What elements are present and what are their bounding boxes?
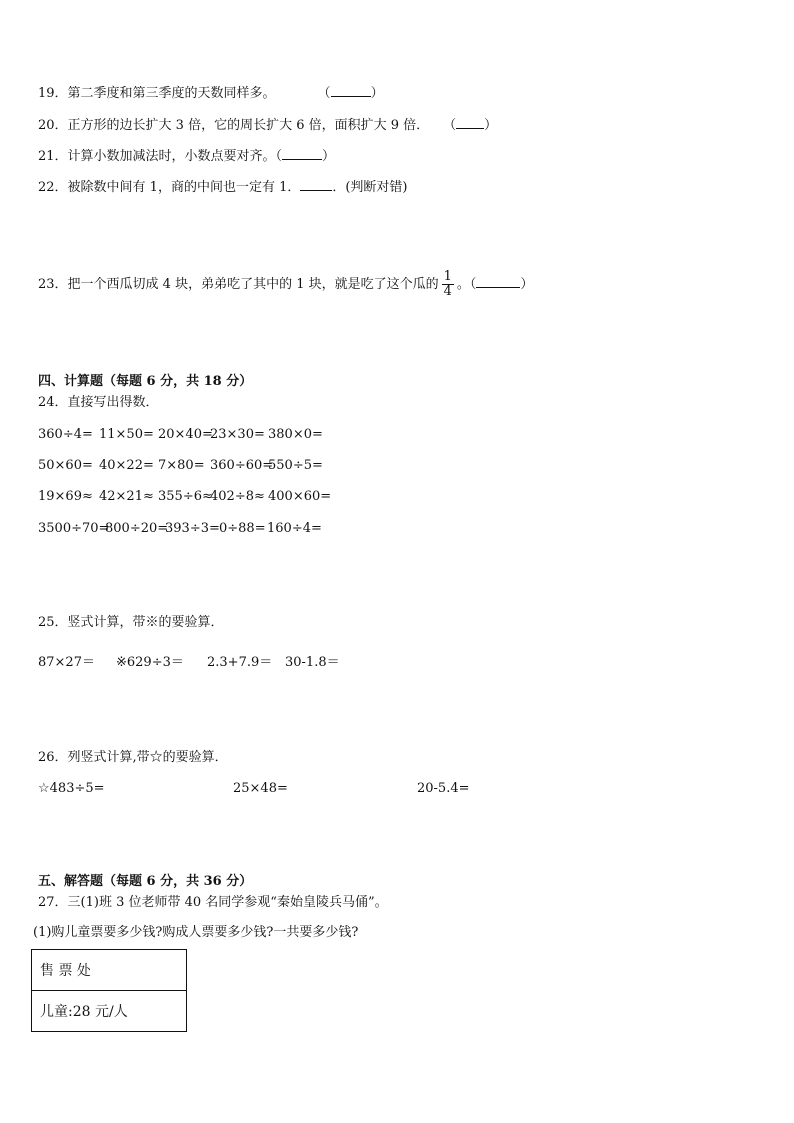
q24-item: 23×30= (210, 427, 265, 442)
q20-answer-blank[interactable] (456, 116, 484, 129)
q24-item: 0÷88= (219, 521, 266, 536)
q24-item: 360÷60= (210, 458, 274, 473)
q23-fraction (442, 270, 454, 299)
q26-item: 20-5.4= (417, 781, 470, 796)
q22-after: ．(判断对错) (332, 180, 408, 195)
q24-row-4 (38, 521, 322, 536)
q24-row-3 (38, 489, 331, 504)
question-23 (38, 270, 533, 300)
q23-answer-blank[interactable] (476, 275, 520, 288)
question-22 (38, 178, 408, 196)
q24-title: 24．直接写出得数． (38, 395, 159, 410)
q24-item: 550÷5= (268, 458, 323, 473)
q23-close: ） (520, 277, 534, 292)
q23-text: 23．把一个西瓜切成 4 块，弟弟吃了其中的 1 块，就是吃了这个瓜的 (38, 277, 439, 292)
q19-close: ） (370, 86, 384, 101)
q19-open: （ (317, 86, 331, 101)
q24-item: 50×60= (38, 458, 93, 473)
question-20 (38, 116, 497, 134)
q19-text: 19．第二季度和第三季度的天数同样多。 (38, 86, 276, 101)
q24-item: 42×21≈ (99, 489, 154, 504)
q24-item: 360÷4= (38, 427, 93, 442)
q21-text: 21．计算小数加减法时，小数点要对齐。（ (38, 149, 283, 164)
q26-item: 25×48= (233, 781, 288, 796)
q24-item: 380×0= (268, 427, 323, 442)
q24-item: 160÷4= (267, 521, 322, 536)
q25-title: 25．竖式计算，带※的要验算． (38, 615, 224, 630)
ticket-price-table (31, 949, 187, 1032)
q19-answer-blank[interactable] (331, 84, 371, 97)
ticket-child-price: 儿童:28 元/人 (32, 991, 187, 1032)
question-21 (38, 147, 335, 165)
q24-item: 20×40= (158, 427, 213, 442)
q24-item: 355÷6≈ (158, 489, 213, 504)
q27-title: 27．三(1)班 3 位老师带 40 名同学参观“秦始皇陵兵马俑”。 (38, 895, 388, 910)
q26-item: ☆483÷5= (38, 781, 105, 796)
q24-item: 402÷8≈ (210, 489, 265, 504)
q23-after: 。（ (456, 277, 477, 292)
q24-item: 7×80= (158, 458, 205, 473)
q20-open: （ (443, 118, 457, 133)
q24-item: 3500÷70= (38, 521, 110, 536)
q25-item: 87×27＝ (38, 655, 95, 670)
q20-text: 20．正方形的边长扩大 3 倍，它的周长扩大 6 倍，面积扩大 9 倍． (38, 118, 430, 133)
q21-close: ） (322, 149, 336, 164)
q26-title: 26．列竖式计算,带☆的要验算． (38, 750, 228, 765)
q22-answer-blank[interactable] (300, 178, 332, 191)
q24-row-1 (38, 427, 323, 442)
section-5-heading: 五、解答题（每题 6 分，共 36 分） (38, 874, 253, 889)
q22-text: 22．被除数中间有 1，商的中间也一定有 1． (38, 180, 301, 195)
section-4-heading: 四、计算题（每题 6 分，共 18 分） (38, 374, 253, 389)
q20-close: ） (484, 118, 498, 133)
fraction-denominator: 4 (443, 284, 452, 299)
q24-item: 40×22= (99, 458, 154, 473)
q25-item: 2.3+7.9＝ (207, 655, 273, 670)
q25-items (38, 651, 340, 670)
q27-sub1: (1)购儿童票要多少钱?购成人票要多少钱?一共要多少钱? (33, 925, 359, 940)
q24-row-2 (38, 458, 323, 473)
q25-item: 30-1.8＝ (285, 655, 340, 670)
q24-item: 19×69≈ (38, 489, 93, 504)
fraction-numerator: 1 (443, 269, 452, 284)
q24-item: 11×50= (99, 427, 154, 442)
q21-answer-blank[interactable] (282, 147, 322, 160)
q26-items (38, 781, 470, 796)
q24-item: 400×60= (268, 489, 332, 504)
q25-item: ※629÷3＝ (116, 655, 184, 670)
q24-item: 800÷20= (105, 521, 169, 536)
question-19 (38, 84, 384, 102)
q24-item: 393÷3= (165, 521, 220, 536)
ticket-header: 售 票 处 (32, 950, 187, 991)
